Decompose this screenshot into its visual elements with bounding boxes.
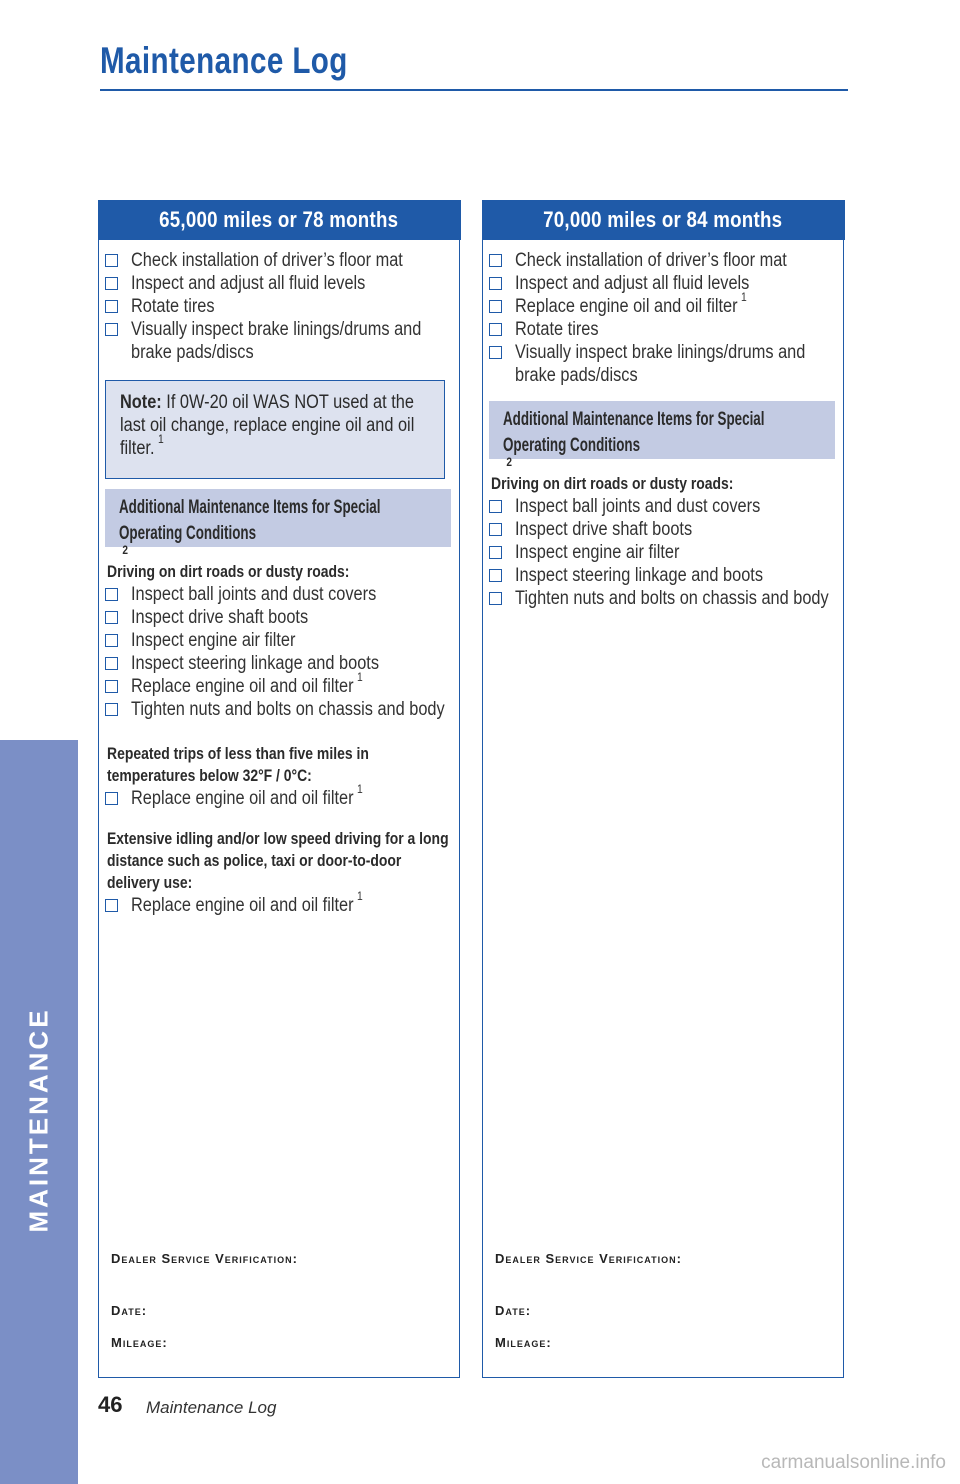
footnote-ref: 2 [122, 543, 128, 558]
note-label: Note: [120, 392, 162, 413]
checkbox-icon[interactable] [105, 634, 118, 647]
checklist-item[interactable]: Inspect drive shaft boots [483, 518, 843, 541]
checkbox-icon[interactable] [489, 546, 502, 559]
checkbox-icon[interactable] [105, 792, 118, 805]
checklist-item[interactable]: Replace engine oil and oil filter $^1$ [99, 675, 459, 698]
checkbox-icon[interactable] [489, 569, 502, 582]
date-label: Date: [495, 1303, 532, 1318]
checkbox-icon[interactable] [105, 657, 118, 670]
checkbox-icon[interactable] [105, 300, 118, 313]
checklist-item[interactable]: Inspect ball joints and dust covers [483, 495, 843, 518]
page-number: 46 [98, 1392, 123, 1417]
checklist [99, 889, 459, 917]
checkbox-icon[interactable] [489, 346, 502, 359]
checklist-item[interactable]: Replace engine oil and oil filter $^1$ [483, 295, 843, 318]
checklist-item[interactable]: Replace engine oil and oil filter $^1$ [99, 894, 459, 917]
interval-65000-panel [98, 200, 460, 1378]
interval-70000-panel [482, 200, 844, 1378]
checkbox-icon[interactable] [105, 611, 118, 624]
condition-heading: Repeated trips of less than five miles in temperatures below 32°F / 0°C: [107, 744, 369, 785]
checkbox-icon[interactable] [489, 300, 502, 313]
checklist-item[interactable]: Rotate tires [99, 295, 459, 318]
checklist-item[interactable]: Visually inspect brake linings/drums and brake pads/discs [483, 341, 843, 387]
footnote-ref: 2 [506, 455, 512, 470]
checklist-item[interactable]: Check installation of driver’s floor mat [99, 249, 459, 272]
checkbox-icon[interactable] [105, 899, 118, 912]
checklist-item[interactable]: Inspect drive shaft boots [99, 606, 459, 629]
checkbox-icon[interactable] [489, 277, 502, 290]
checklist [483, 495, 843, 610]
dealer-verification-label: Dealer Service Verification: [111, 1251, 298, 1266]
watermark: carmanualsonline.info [761, 1452, 946, 1473]
checklist-item[interactable]: Check installation of driver’s floor mat [483, 249, 843, 272]
dealer-verification-label: Dealer Service Verification: [495, 1251, 682, 1266]
checkbox-icon[interactable] [489, 323, 502, 336]
checklist [99, 782, 459, 810]
condition-heading: Extensive idling and/or low speed driving for a long distance such as police, taxi or door-to-door delivery use: [107, 829, 449, 892]
checklist-item[interactable]: Rotate tires [483, 318, 843, 341]
checklist-item[interactable]: Visually inspect brake linings/drums and brake pads/discs [99, 318, 459, 364]
checkbox-icon[interactable] [105, 277, 118, 290]
checkbox-icon[interactable] [105, 680, 118, 693]
checkbox-icon[interactable] [105, 703, 118, 716]
additional-items-heading: Additional Maintenance Items for Special Operating Conditions$^2$ [105, 489, 451, 547]
checklist [99, 583, 459, 721]
footnote-ref: 1 [356, 889, 363, 904]
interval-header: 65,000 miles or 78 months [98, 200, 461, 240]
checklist-item[interactable]: Inspect engine air filter [99, 629, 459, 652]
footnote-ref: 1 [356, 782, 363, 797]
checkbox-icon[interactable] [489, 500, 502, 513]
oil-note [105, 380, 445, 479]
date-label: Date: [111, 1303, 148, 1318]
page-title: Maintenance Log [100, 40, 348, 81]
footnote-ref: 1 [356, 670, 363, 685]
checkbox-icon[interactable] [489, 592, 502, 605]
mileage-label: Mileage: [111, 1335, 168, 1350]
condition-heading: Driving on dirt roads or dusty roads: [107, 562, 350, 581]
checklist-item[interactable]: Tighten nuts and bolts on chassis and body [483, 587, 843, 610]
checklist [483, 249, 843, 387]
footnote-ref: 1 [740, 290, 747, 305]
checklist-item[interactable]: Replace engine oil and oil filter $^1$ [99, 787, 459, 810]
checkbox-icon[interactable] [105, 254, 118, 267]
additional-items-heading: Additional Maintenance Items for Special Operating Conditions$^2$ [489, 401, 835, 459]
checkbox-icon[interactable] [105, 323, 118, 336]
checklist-item[interactable]: Tighten nuts and bolts on chassis and body [99, 698, 459, 721]
checklist-item[interactable]: Inspect engine air filter [483, 541, 843, 564]
note-text: If 0W-20 oil WAS NOT used at the last oil change, replace engine oil and oil filter. [120, 392, 415, 459]
checklist-item[interactable]: Inspect ball joints and dust covers [99, 583, 459, 606]
checklist-item[interactable]: Inspect and adjust all fluid levels [99, 272, 459, 295]
mileage-label: Mileage: [495, 1335, 552, 1350]
checklist-item[interactable]: Inspect steering linkage and boots [99, 652, 459, 675]
section-side-tab: MAINTENANCE [0, 740, 78, 1484]
checklist-item[interactable]: Inspect steering linkage and boots [483, 564, 843, 587]
checkbox-icon[interactable] [489, 254, 502, 267]
checklist [99, 249, 459, 364]
footer-label: Maintenance Log [146, 1398, 277, 1417]
title-rule [100, 89, 848, 91]
condition-heading: Driving on dirt roads or dusty roads: [491, 474, 734, 493]
interval-header: 70,000 miles or 84 months [482, 200, 845, 240]
footnote-ref: 1 [157, 432, 164, 447]
checklist-item[interactable]: Inspect and adjust all fluid levels [483, 272, 843, 295]
checkbox-icon[interactable] [489, 523, 502, 536]
checkbox-icon[interactable] [105, 588, 118, 601]
